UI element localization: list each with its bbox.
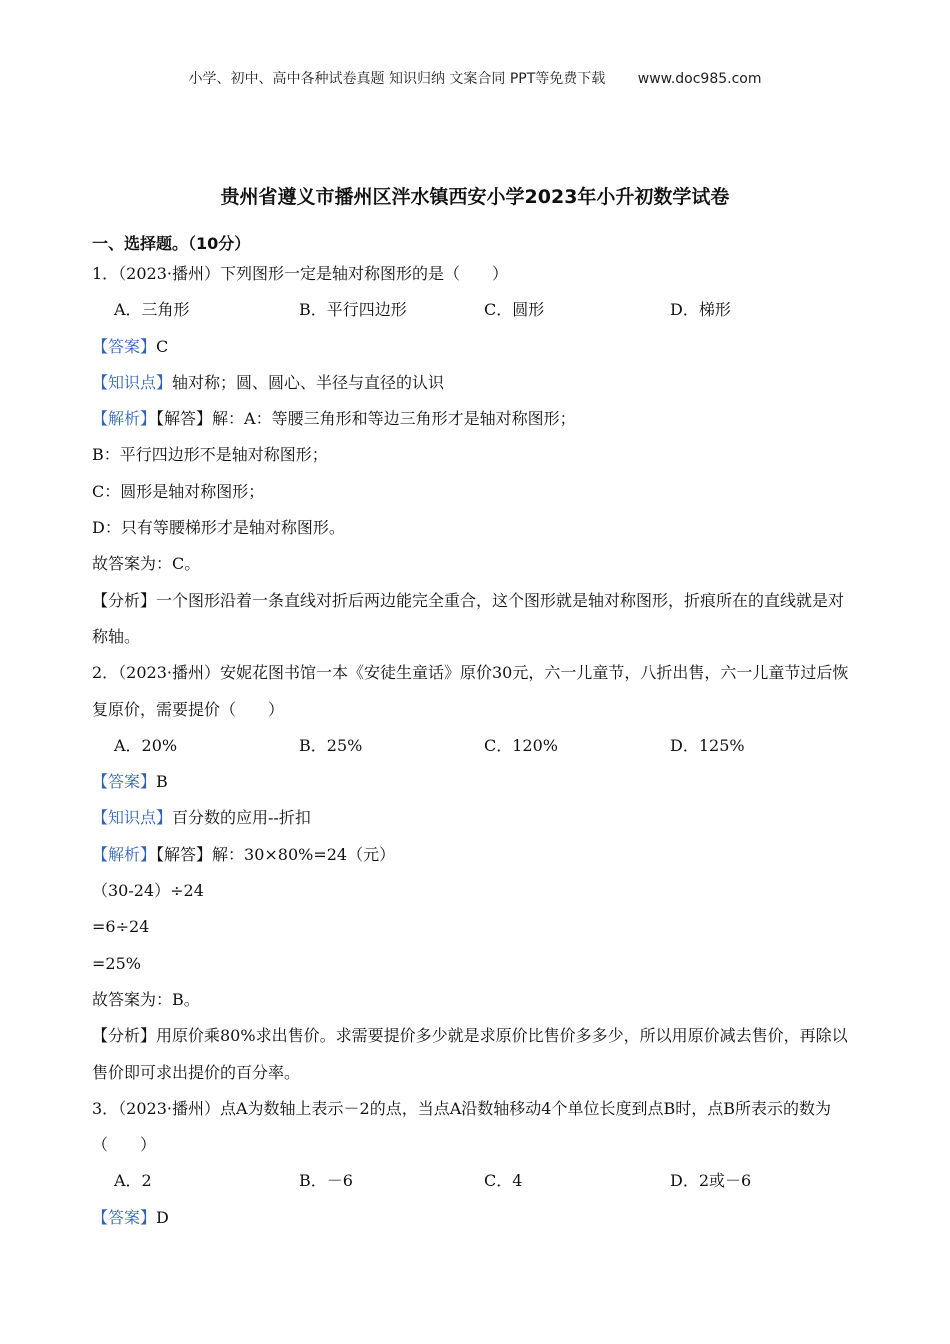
q1-option-b: B．平行四边形 bbox=[299, 300, 407, 320]
q3-option-a: A．2 bbox=[114, 1171, 152, 1191]
q1-analysis bbox=[92, 401, 857, 437]
q2-knowledge bbox=[92, 800, 857, 836]
q2-analysis-line: 故答案为：B。 bbox=[92, 989, 200, 1009]
page-header bbox=[0, 68, 950, 88]
q1-fenxi: 【分析】一个图形沿着一条直线对折后两边能完全重合，这个图形就是轴对称图形，折痕所在的直线就是对称轴。 bbox=[92, 590, 845, 646]
document-body bbox=[92, 256, 857, 1236]
q2-fenxi: 【分析】用原价乘80%求出售价。求需要提价多少就是求原价比售价多多少，所以用原价减去售价，再除以售价即可求出提价的百分率。 bbox=[92, 1026, 848, 1082]
q1-analysis-line: D：只有等腰梯形才是轴对称图形。 bbox=[92, 518, 345, 538]
q1-knowledge-value: 轴对称；圆、圆心、半径与直径的认识 bbox=[172, 372, 445, 392]
knowledge-tag: 【知识点】 bbox=[92, 808, 173, 828]
q2-analysis-first: 【解答】解：30×80%=24（元） bbox=[156, 844, 396, 864]
q3-answer bbox=[92, 1200, 857, 1236]
q1-option-d: D．梯形 bbox=[670, 300, 731, 320]
section-heading: 一、选择题。（10分） bbox=[92, 234, 251, 253]
header-text: 小学、初中、高中各种试卷真题 知识归纳 文案合同 PPT等免费下载 bbox=[188, 71, 606, 87]
q2-option-c: C．120% bbox=[484, 735, 558, 755]
q1-answer-value: C bbox=[156, 336, 169, 356]
q1-analysis-first: 【解答】解：A：等腰三角形和等边三角形才是轴对称图形； bbox=[156, 409, 576, 429]
q1-answer bbox=[92, 329, 857, 365]
q2-answer-value: B bbox=[156, 772, 168, 792]
q1-analysis-line: B：平行四边形不是轴对称图形； bbox=[92, 445, 328, 465]
question-1-options bbox=[92, 292, 857, 328]
q3-answer-value: D bbox=[156, 1207, 169, 1227]
q3-option-b: B．－6 bbox=[299, 1171, 353, 1191]
answer-tag: 【答案】 bbox=[92, 772, 157, 792]
q1-analysis-line: 故答案为：C。 bbox=[92, 554, 201, 574]
knowledge-tag: 【知识点】 bbox=[92, 372, 173, 392]
q3-option-d: D．2或－6 bbox=[670, 1171, 752, 1191]
question-1-stem: 1．（2023·播州）下列图形一定是轴对称图形的是（ ） bbox=[92, 264, 508, 283]
q1-analysis-line: C：圆形是轴对称图形； bbox=[92, 481, 265, 501]
question-2-options bbox=[92, 728, 857, 764]
analysis-tag: 【解析】 bbox=[92, 844, 157, 864]
document-title: 贵州省遵义市播州区泮水镇西安小学2023年小升初数学试卷 bbox=[220, 186, 730, 208]
analysis-tag: 【解析】 bbox=[92, 409, 157, 429]
q2-answer bbox=[92, 764, 857, 800]
q2-analysis-line: =25% bbox=[92, 953, 141, 973]
question-3-options bbox=[92, 1163, 857, 1199]
q2-option-d: D．125% bbox=[670, 735, 745, 755]
q3-option-c: C．4 bbox=[484, 1171, 523, 1191]
q1-knowledge bbox=[92, 365, 857, 401]
q2-analysis-line: （30-24）÷24 bbox=[92, 881, 204, 901]
q2-option-b: B．25% bbox=[299, 735, 363, 755]
answer-tag: 【答案】 bbox=[92, 1207, 157, 1227]
q1-option-c: C．圆形 bbox=[484, 300, 545, 320]
question-3-stem: 3．（2023·播州）点A为数轴上表示－2的点，当点A沿数轴移动4个单位长度到点B时，点B所表示的数为（ ） bbox=[92, 1098, 831, 1155]
answer-tag: 【答案】 bbox=[92, 336, 157, 356]
q2-analysis-line: =6÷24 bbox=[92, 917, 150, 937]
q2-analysis bbox=[92, 837, 857, 873]
question-2-stem: 2．（2023·播州）安妮花图书馆一本《安徒生童话》原价30元，六一儿童节，八折出售，六一儿童节过后恢复原价，需要提价（ ） bbox=[92, 663, 849, 719]
q2-option-a: A．20% bbox=[114, 735, 178, 755]
q2-knowledge-value: 百分数的应用--折扣 bbox=[172, 808, 311, 828]
q1-option-a: A．三角形 bbox=[114, 300, 190, 320]
header-site-link[interactable]: www.doc985.com bbox=[637, 71, 762, 87]
